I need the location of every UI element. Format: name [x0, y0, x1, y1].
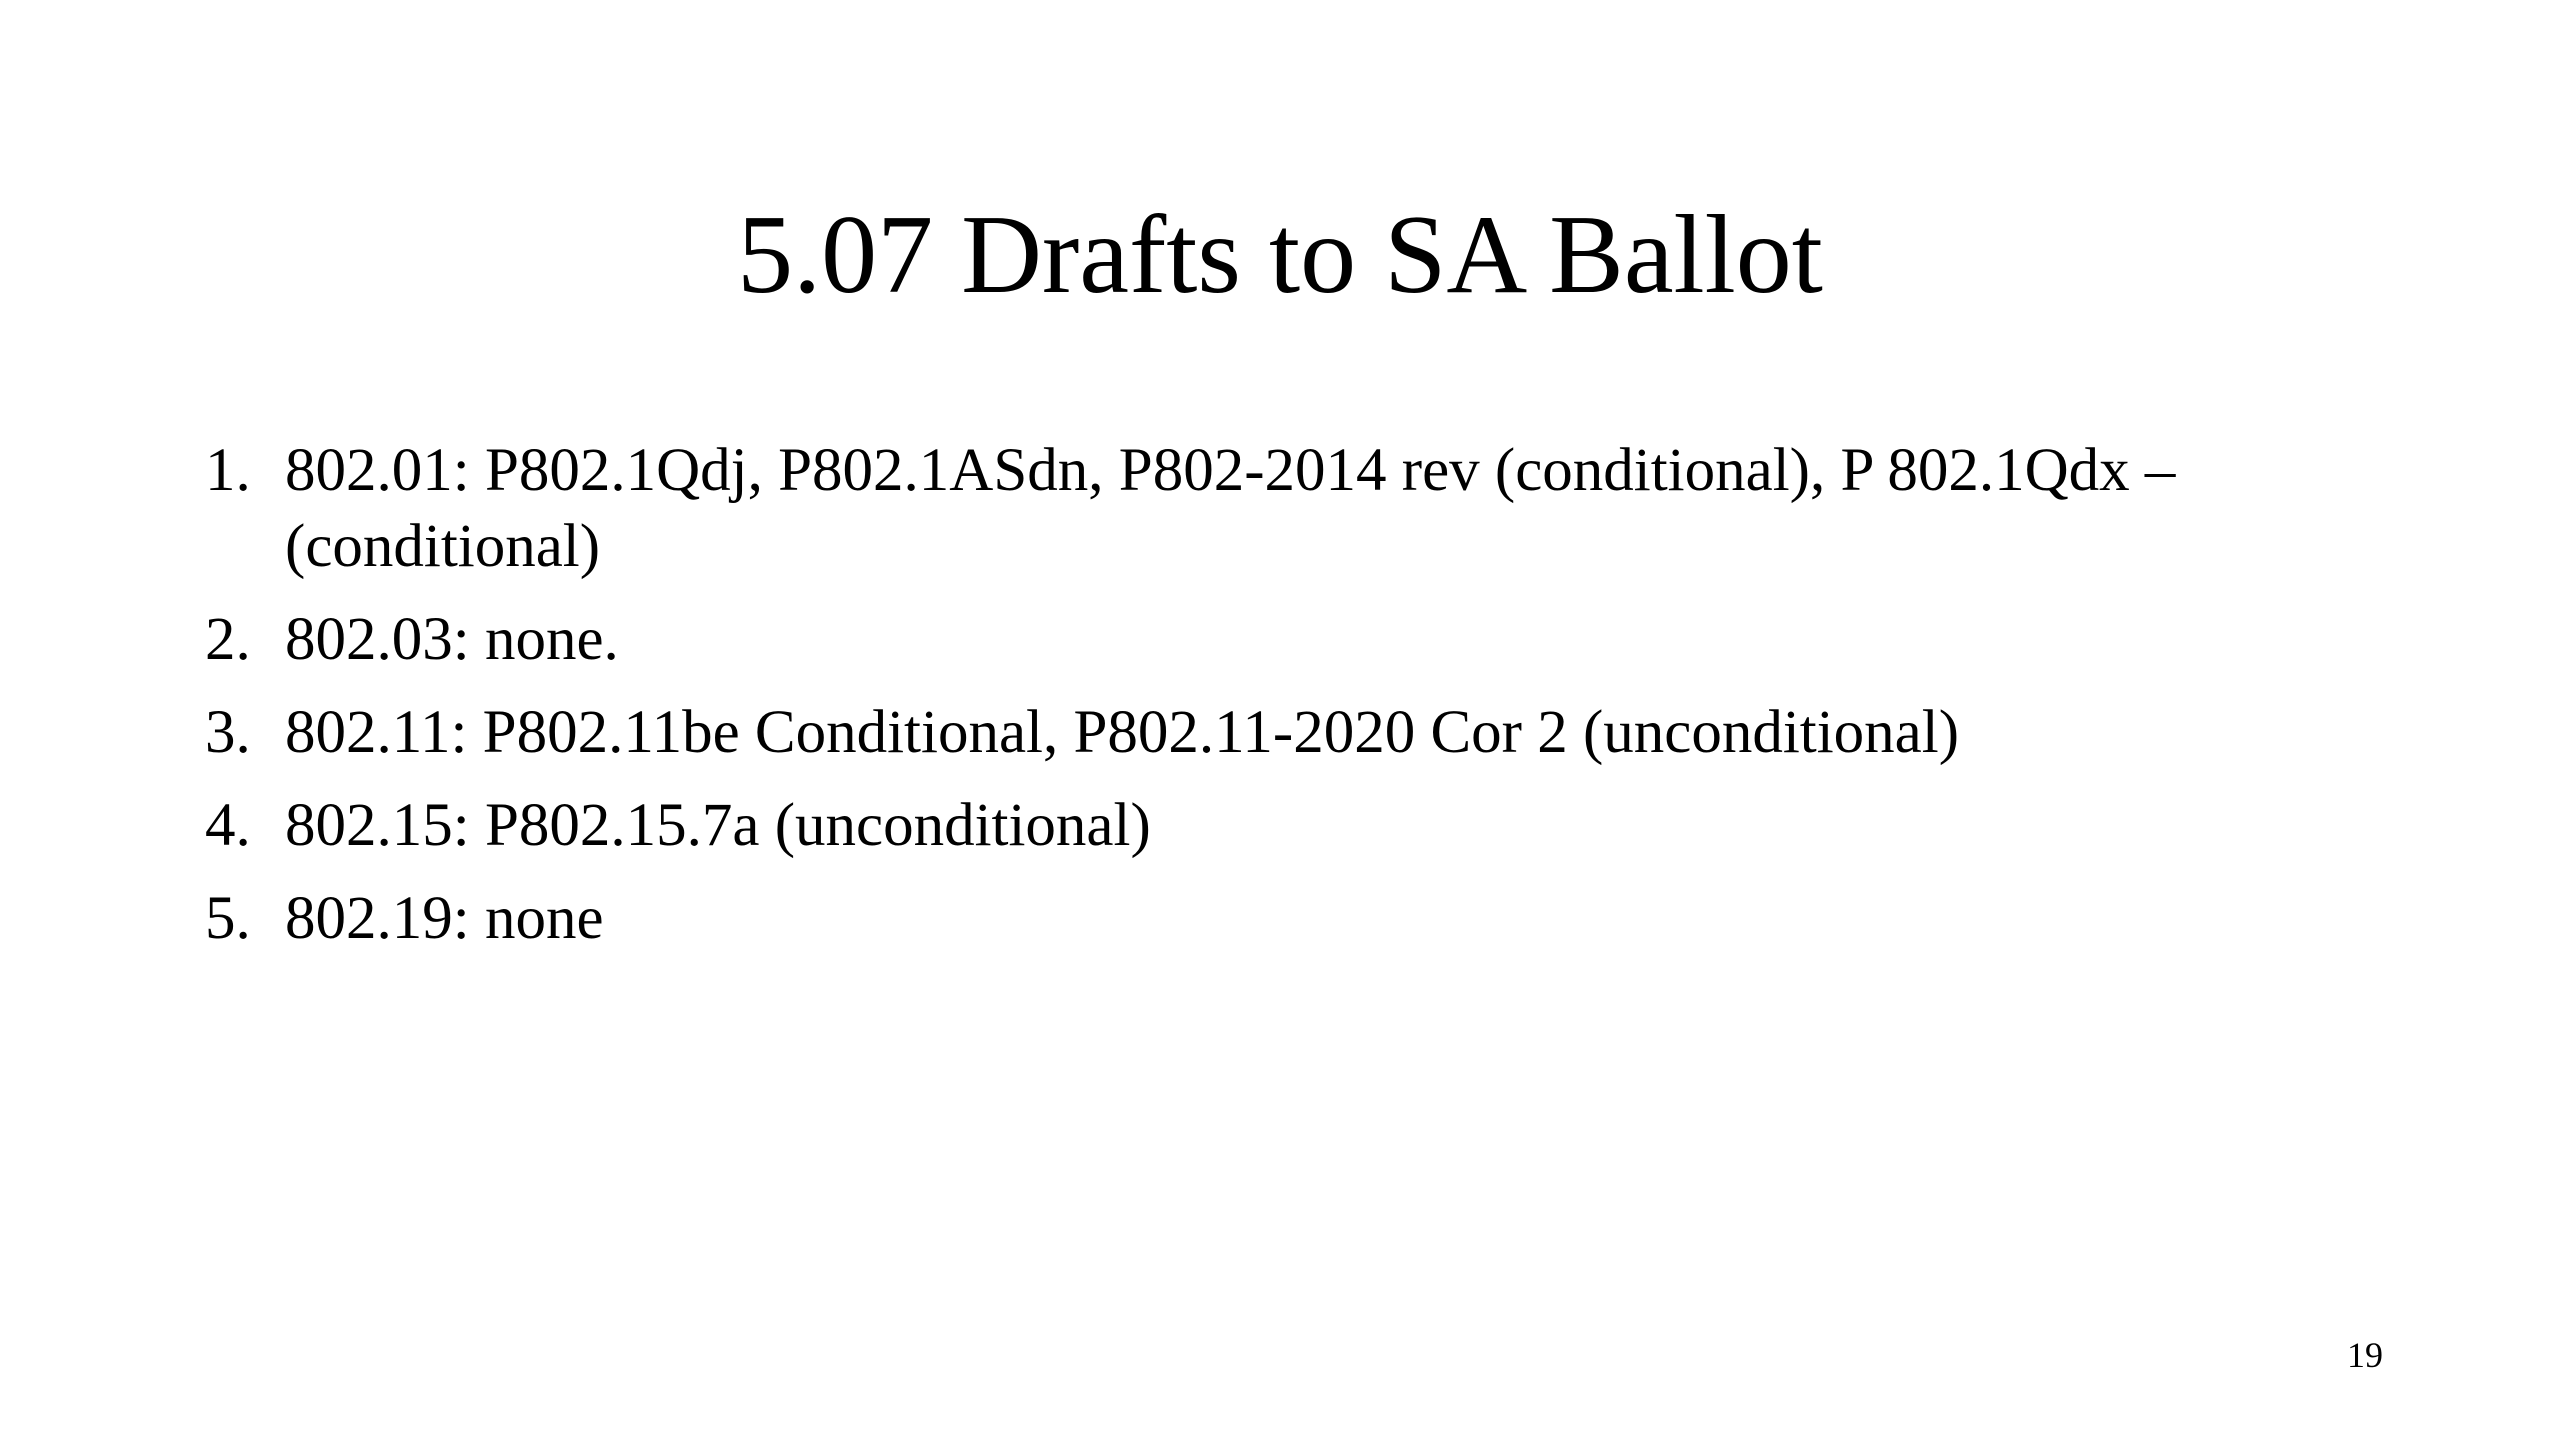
list-item — [205, 602, 2355, 678]
list-item-number: 5. — [205, 885, 251, 952]
list-item-number: 1. — [205, 437, 251, 504]
list-item-number: 2. — [205, 606, 251, 673]
slide-title: 5.07 Drafts to SA Ballot — [737, 193, 1823, 317]
list-item-number: 4. — [205, 792, 251, 859]
list-item-text: 802.03: none. — [285, 606, 619, 673]
list-item-text: 802.01: P802.1Qdj, P802.1ASdn, P802-2014 rev (conditional), P 802.1Qdx – (conditional) — [285, 437, 2176, 580]
list-item-text: 802.15: P802.15.7a (unconditional) — [285, 792, 1151, 859]
list-item-text: 802.19: none — [285, 885, 604, 952]
page-number: 19 — [2347, 1335, 2383, 1375]
list-item — [205, 695, 2355, 771]
list-item — [205, 788, 2355, 864]
list-item — [205, 433, 2355, 585]
numbered-list — [205, 433, 2355, 974]
list-item-text: 802.11: P802.11be Conditional, P802.11-2020 Cor 2 (unconditional) — [285, 699, 1960, 766]
list-item — [205, 881, 2355, 957]
list-item-number: 3. — [205, 699, 251, 766]
